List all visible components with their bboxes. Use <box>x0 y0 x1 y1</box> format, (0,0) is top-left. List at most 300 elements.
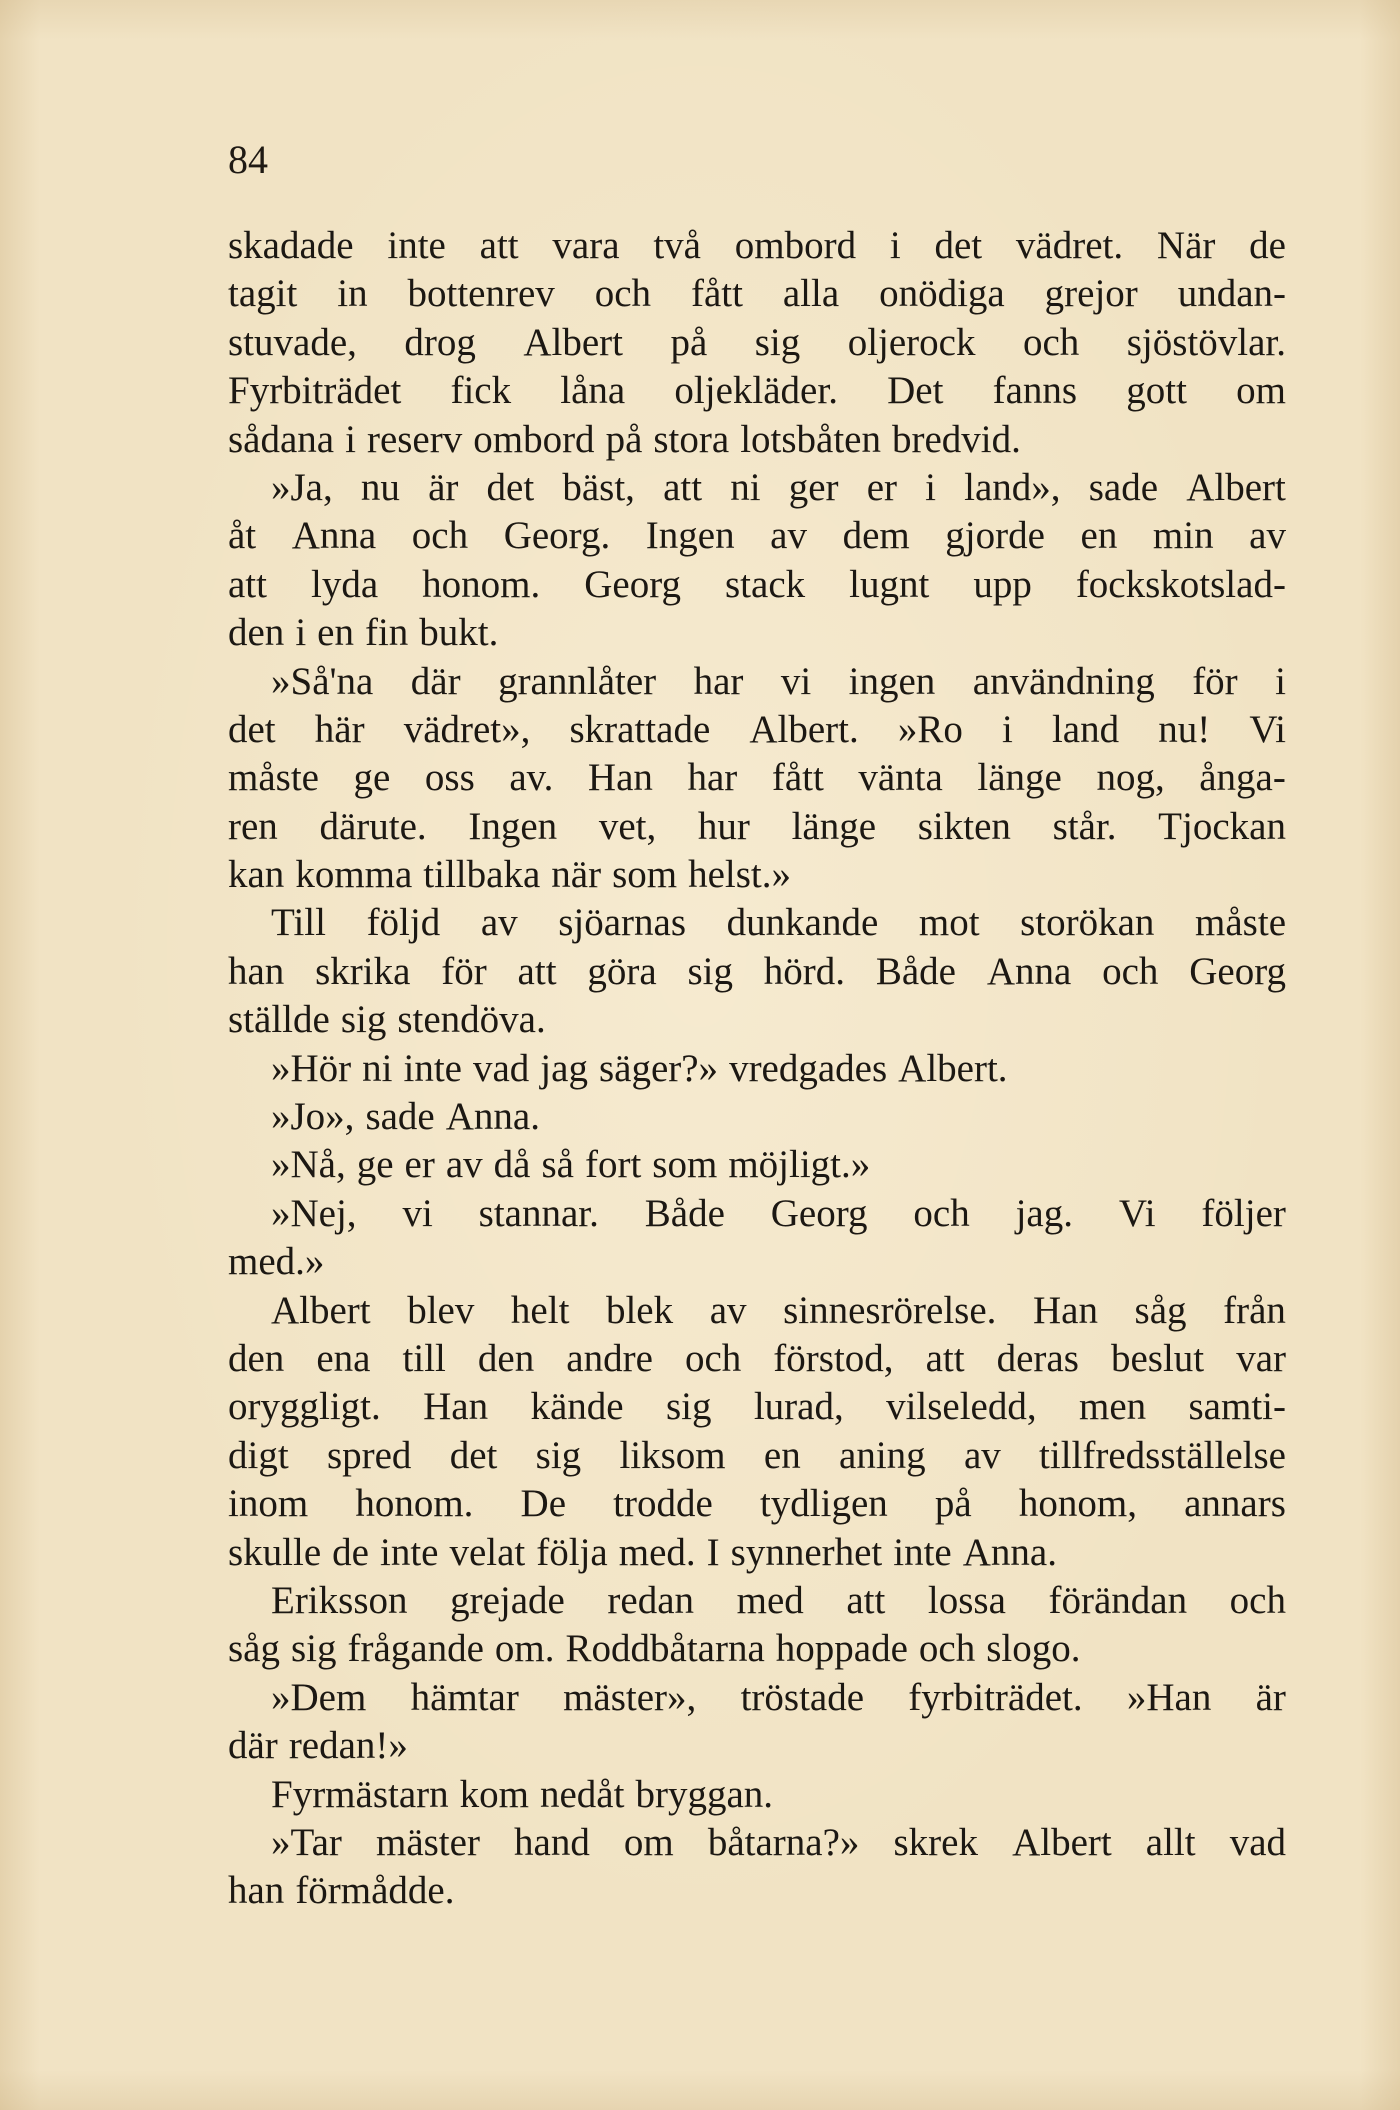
word: står. <box>1052 804 1117 848</box>
word: nu <box>360 465 400 509</box>
word: låna <box>560 369 626 413</box>
text-line <box>228 1722 1286 1770</box>
word: inte <box>379 1530 439 1574</box>
text-line <box>228 512 1286 560</box>
word: möjligt.» <box>728 1143 871 1187</box>
word: samti- <box>1188 1385 1286 1429</box>
word: lugnt <box>849 562 930 606</box>
text-line <box>228 1480 1286 1528</box>
word: oss <box>424 756 475 800</box>
word: dem <box>842 514 910 558</box>
text-line <box>228 754 1286 802</box>
word: är <box>1255 1675 1286 1719</box>
word: Albert <box>523 320 623 364</box>
word: tydligen <box>759 1482 888 1526</box>
word: blev <box>407 1288 475 1332</box>
word: reserv <box>366 417 463 461</box>
word: Det <box>887 369 944 413</box>
word: fort <box>584 1143 642 1187</box>
word: drog <box>404 320 476 364</box>
word: såg <box>228 1627 280 1671</box>
word: min <box>1152 514 1214 558</box>
word: Både <box>644 1191 725 1235</box>
word: måste <box>228 756 319 800</box>
word: storökan <box>1020 901 1155 945</box>
word: kan <box>228 853 285 897</box>
word: stora <box>653 417 730 461</box>
word: er <box>866 465 897 509</box>
text-line <box>228 1577 1286 1625</box>
word: av <box>770 514 807 558</box>
word: vredgades <box>729 1046 888 1090</box>
word: Tjockan <box>1158 804 1286 848</box>
text-line <box>228 1093 1286 1141</box>
word: de <box>1249 224 1286 267</box>
word: jag. <box>1015 1191 1073 1235</box>
word: digt <box>228 1433 289 1477</box>
word: för <box>1192 659 1238 703</box>
word: är <box>428 465 459 509</box>
word: användning <box>972 659 1155 703</box>
word: vet, <box>598 804 657 848</box>
word: Han <box>423 1385 489 1429</box>
word: den <box>228 611 285 655</box>
word: Albert. <box>898 1046 1008 1090</box>
word: sig <box>665 1385 712 1429</box>
word: att <box>517 949 557 993</box>
text-line <box>228 1625 1286 1673</box>
word: Anna. <box>445 1095 540 1139</box>
word: tillbaka <box>423 853 541 897</box>
word: ni <box>362 1046 393 1090</box>
word: Ingen <box>468 804 558 848</box>
word: fått <box>690 272 743 316</box>
word: med. <box>618 1530 696 1574</box>
word: som <box>612 853 678 897</box>
word: nu! <box>1158 707 1211 751</box>
word: lyda <box>310 562 379 606</box>
word: inom <box>228 1482 309 1526</box>
word: om <box>623 1820 674 1864</box>
word: Georg <box>1189 949 1286 993</box>
word: för <box>441 949 487 993</box>
text-line <box>228 561 1286 609</box>
word: av <box>480 901 518 945</box>
word: vi <box>780 659 812 703</box>
word: den <box>228 1336 285 1380</box>
word: fyrbiträdet. <box>908 1675 1083 1719</box>
word: lotsbåten <box>740 417 881 461</box>
word: ställde <box>228 998 330 1042</box>
word: ombord <box>734 224 857 267</box>
word: att <box>479 224 519 267</box>
word: »Ja, <box>271 465 333 509</box>
word: hand <box>514 1820 590 1864</box>
text-line <box>228 1867 1286 1915</box>
word: »Nej, <box>271 1191 357 1235</box>
word: vilseledd, <box>886 1385 1037 1429</box>
word: sådana <box>228 417 335 461</box>
word: det <box>449 1433 498 1477</box>
word: vad <box>1229 1820 1286 1864</box>
word: har <box>693 659 744 703</box>
word: velat <box>449 1530 526 1574</box>
word: säger?» <box>598 1046 719 1090</box>
word: ingen <box>848 659 936 703</box>
word: tröstade <box>740 1675 865 1719</box>
word: När <box>1156 224 1216 267</box>
word: följa <box>536 1530 608 1574</box>
word: och <box>684 1336 742 1380</box>
text-line <box>228 1674 1286 1722</box>
word: Han <box>587 756 653 800</box>
word: skrika <box>315 949 411 993</box>
word: att <box>663 465 703 509</box>
word: ombord <box>473 417 595 461</box>
text-line <box>228 1045 1286 1093</box>
word: Georg. <box>503 514 611 558</box>
word: förstod, <box>773 1336 894 1380</box>
word: beslut <box>1110 1336 1205 1380</box>
word: såg <box>1134 1288 1187 1332</box>
word: ren <box>228 804 278 848</box>
text-line <box>228 1141 1286 1189</box>
word: lurad, <box>753 1385 844 1429</box>
word: alla <box>782 272 840 316</box>
word: undan- <box>1177 272 1286 316</box>
word: Albert <box>271 1288 371 1332</box>
page-number: 84 <box>228 137 268 182</box>
word: inte <box>403 1046 462 1090</box>
word: ge <box>353 756 391 800</box>
word: hämtar <box>410 1675 519 1719</box>
word: »Nå, <box>271 1143 346 1187</box>
word: tillfredsställelse <box>1039 1433 1286 1477</box>
word: han <box>228 949 285 993</box>
text-line <box>228 899 1286 947</box>
word: ånga- <box>1199 756 1286 800</box>
word: inte <box>893 1530 952 1574</box>
word: en <box>317 611 354 655</box>
word: men <box>1078 1385 1147 1429</box>
word: vädret», <box>403 707 531 751</box>
word: stannar. <box>478 1191 599 1235</box>
word: de <box>332 1530 369 1574</box>
word: Fyrbiträdet <box>228 369 402 413</box>
word: av. <box>509 756 554 800</box>
word: han <box>228 1869 285 1913</box>
word: hur <box>697 804 750 848</box>
word: göra <box>587 949 657 993</box>
word: bukt. <box>419 611 499 655</box>
word: oryggligt. <box>228 1385 381 1429</box>
word: honom, <box>1018 1482 1137 1526</box>
word: nog, <box>1096 756 1165 800</box>
word: inte <box>387 224 446 267</box>
text-line <box>228 367 1286 415</box>
word: Anna <box>291 514 377 558</box>
word: bredvid. <box>892 417 1021 461</box>
word: fått <box>771 756 824 800</box>
word: sig <box>535 1433 582 1477</box>
word: av <box>445 1143 483 1187</box>
word: båtarna?» <box>707 1820 860 1864</box>
word: och <box>918 1627 976 1671</box>
text-line <box>228 416 1286 464</box>
word: komma <box>295 853 413 897</box>
word: och <box>1022 320 1080 364</box>
word: sig <box>340 998 387 1042</box>
word: ger <box>788 465 839 509</box>
word: »Dem <box>271 1675 367 1719</box>
text-line <box>228 464 1286 512</box>
word: gjorde <box>945 514 1045 558</box>
word: grejade <box>450 1578 565 1622</box>
word: stendöva. <box>397 998 546 1042</box>
word: nedåt <box>539 1772 625 1816</box>
word: åt <box>228 514 257 558</box>
word: redan!» <box>288 1724 408 1768</box>
word: så <box>541 1143 574 1187</box>
text-line <box>228 609 1286 657</box>
word: ge <box>356 1143 394 1187</box>
word: jag <box>540 1046 588 1090</box>
word: sikten <box>917 804 1011 848</box>
text-line <box>228 222 1286 270</box>
word: oljerock <box>847 320 976 364</box>
word: det <box>486 465 535 509</box>
word: som <box>652 1143 718 1187</box>
word: trodde <box>613 1482 713 1526</box>
word: fin <box>364 611 409 655</box>
word: och <box>1102 949 1159 993</box>
text-line <box>228 658 1286 706</box>
word: när <box>551 853 602 897</box>
word: på <box>934 1482 972 1526</box>
word: i <box>1002 707 1013 751</box>
word: »Ro <box>897 707 963 751</box>
text-line <box>228 948 1286 996</box>
word: kom <box>459 1772 529 1816</box>
word: annars <box>1184 1482 1286 1526</box>
word: fick <box>450 369 512 413</box>
text-line <box>228 1432 1286 1480</box>
word: er <box>404 1143 435 1187</box>
word: »Så'na <box>271 659 374 703</box>
word: sinnesrörelse. <box>783 1288 997 1332</box>
word: till <box>402 1336 446 1380</box>
text-line <box>228 1771 1286 1819</box>
word: honom. <box>422 562 541 606</box>
word: dunkande <box>726 901 879 945</box>
word: skrek <box>893 1820 978 1864</box>
word: förändan <box>1048 1578 1188 1622</box>
word: i <box>925 465 936 509</box>
word: Han <box>1032 1288 1098 1332</box>
word: sig <box>754 320 801 364</box>
word: att <box>228 562 267 606</box>
word: helst.» <box>688 853 792 897</box>
word: synnerhet <box>730 1530 883 1574</box>
word: spred <box>326 1433 412 1477</box>
word: där <box>228 1724 278 1768</box>
text-line <box>228 1383 1286 1431</box>
word: förmådde. <box>295 1869 455 1913</box>
word: av <box>1249 514 1286 558</box>
word: skadade <box>228 224 354 267</box>
word: lossa <box>927 1578 1006 1622</box>
word: onödiga <box>879 272 1005 316</box>
word: sig <box>687 949 733 993</box>
word: Anna <box>986 949 1072 993</box>
word: upp <box>973 562 1032 606</box>
word: mot <box>918 901 980 945</box>
word: »Hör <box>271 1046 352 1090</box>
text-line <box>228 996 1286 1044</box>
text-line <box>228 803 1286 851</box>
word: Vi <box>1249 707 1286 751</box>
word: Fyrmästarn <box>271 1772 449 1816</box>
word: vi <box>402 1191 433 1235</box>
word: om <box>1236 369 1286 413</box>
word: stuvade, <box>228 320 357 364</box>
text-line <box>228 1287 1286 1335</box>
word: två <box>653 224 701 267</box>
word: från <box>1223 1288 1286 1332</box>
text-line <box>228 1190 1286 1238</box>
word: fockskotslad- <box>1075 562 1286 606</box>
word: skrattade <box>569 707 711 751</box>
word: Albert. <box>749 707 859 751</box>
word: hoppade <box>775 1627 908 1671</box>
word: vara <box>552 224 620 267</box>
word: att <box>846 1578 886 1622</box>
word: ena <box>316 1336 371 1380</box>
word: det <box>228 707 276 751</box>
word: av <box>963 1433 1001 1477</box>
word: Eriksson <box>271 1578 408 1622</box>
word: »Jo», <box>271 1095 355 1139</box>
word: Till <box>271 901 326 945</box>
word: med <box>736 1578 804 1622</box>
word: bryggan. <box>635 1772 774 1816</box>
word: mäster», <box>563 1675 697 1719</box>
word: en <box>1080 514 1118 558</box>
word: tagit <box>228 272 298 316</box>
word: bäst, <box>562 465 635 509</box>
word: Vi <box>1118 1191 1156 1235</box>
word: gott <box>1126 369 1187 413</box>
word: på <box>605 417 643 461</box>
word: vänta <box>858 756 943 800</box>
word: deras <box>996 1336 1079 1380</box>
word: fanns <box>992 369 1078 413</box>
word: en <box>763 1433 801 1477</box>
word: frågande <box>347 1627 484 1671</box>
word: »Han <box>1126 1675 1212 1719</box>
word: av <box>709 1288 747 1332</box>
word: Albert <box>1186 465 1286 509</box>
word: Albert <box>1012 1820 1112 1864</box>
word: grejor <box>1044 272 1138 316</box>
word: skulle <box>228 1530 322 1574</box>
word: land <box>1051 707 1120 751</box>
text-line <box>228 1335 1286 1383</box>
word: länge <box>791 804 877 848</box>
word: redan <box>607 1578 695 1622</box>
word: sade <box>365 1095 435 1139</box>
word: in <box>337 272 368 316</box>
text-line <box>228 1529 1286 1577</box>
text-line <box>228 1819 1286 1867</box>
word: följd <box>366 901 441 945</box>
word: har <box>687 756 738 800</box>
word: i <box>295 611 307 655</box>
word: sade <box>1088 465 1159 509</box>
word: följer <box>1201 1191 1286 1235</box>
text-line <box>228 706 1286 754</box>
word: i <box>345 417 356 461</box>
word: här <box>314 707 365 751</box>
word: andre <box>566 1336 653 1380</box>
word: om. <box>494 1627 555 1671</box>
word: då <box>493 1143 531 1187</box>
word: därute. <box>319 804 427 848</box>
word: grannlåter <box>498 659 657 703</box>
word: kände <box>530 1385 624 1429</box>
word: och <box>411 514 469 558</box>
word: stack <box>725 562 806 606</box>
word: och <box>913 1191 970 1235</box>
text-line <box>228 851 1286 899</box>
word: allt <box>1145 1820 1196 1864</box>
word: vädret. <box>1015 224 1124 267</box>
word: Ingen <box>645 514 735 558</box>
word: på <box>670 320 708 364</box>
word: Georg <box>584 562 681 606</box>
word: sjöarnas <box>558 901 687 945</box>
word: Roddbåtarna <box>565 1627 765 1671</box>
word: blek <box>605 1288 674 1332</box>
body-text <box>228 222 1286 1916</box>
word: och <box>594 272 652 316</box>
word: I <box>706 1530 720 1574</box>
word: aning <box>839 1433 926 1477</box>
word: sjöstövlar. <box>1126 320 1286 364</box>
word: i <box>889 224 901 267</box>
word: Georg <box>770 1191 868 1235</box>
word: oljekläder. <box>674 369 838 413</box>
word: »Tar <box>271 1820 342 1864</box>
word: att <box>925 1336 965 1380</box>
word: land», <box>964 465 1061 509</box>
word: honom. <box>355 1482 474 1526</box>
word: Både <box>875 949 956 993</box>
word: hörd. <box>763 949 846 993</box>
word: vad <box>472 1046 530 1090</box>
word: måste <box>1195 901 1286 945</box>
word: Anna. <box>962 1530 1057 1574</box>
word: i <box>1275 659 1286 703</box>
word: den <box>477 1336 535 1380</box>
word: mäster <box>375 1820 480 1864</box>
word: sig <box>291 1627 337 1671</box>
word: med.» <box>228 1240 325 1284</box>
word: De <box>520 1482 567 1526</box>
word: ni <box>730 465 761 509</box>
text-line <box>228 1238 1286 1286</box>
word: länge <box>977 756 1062 800</box>
